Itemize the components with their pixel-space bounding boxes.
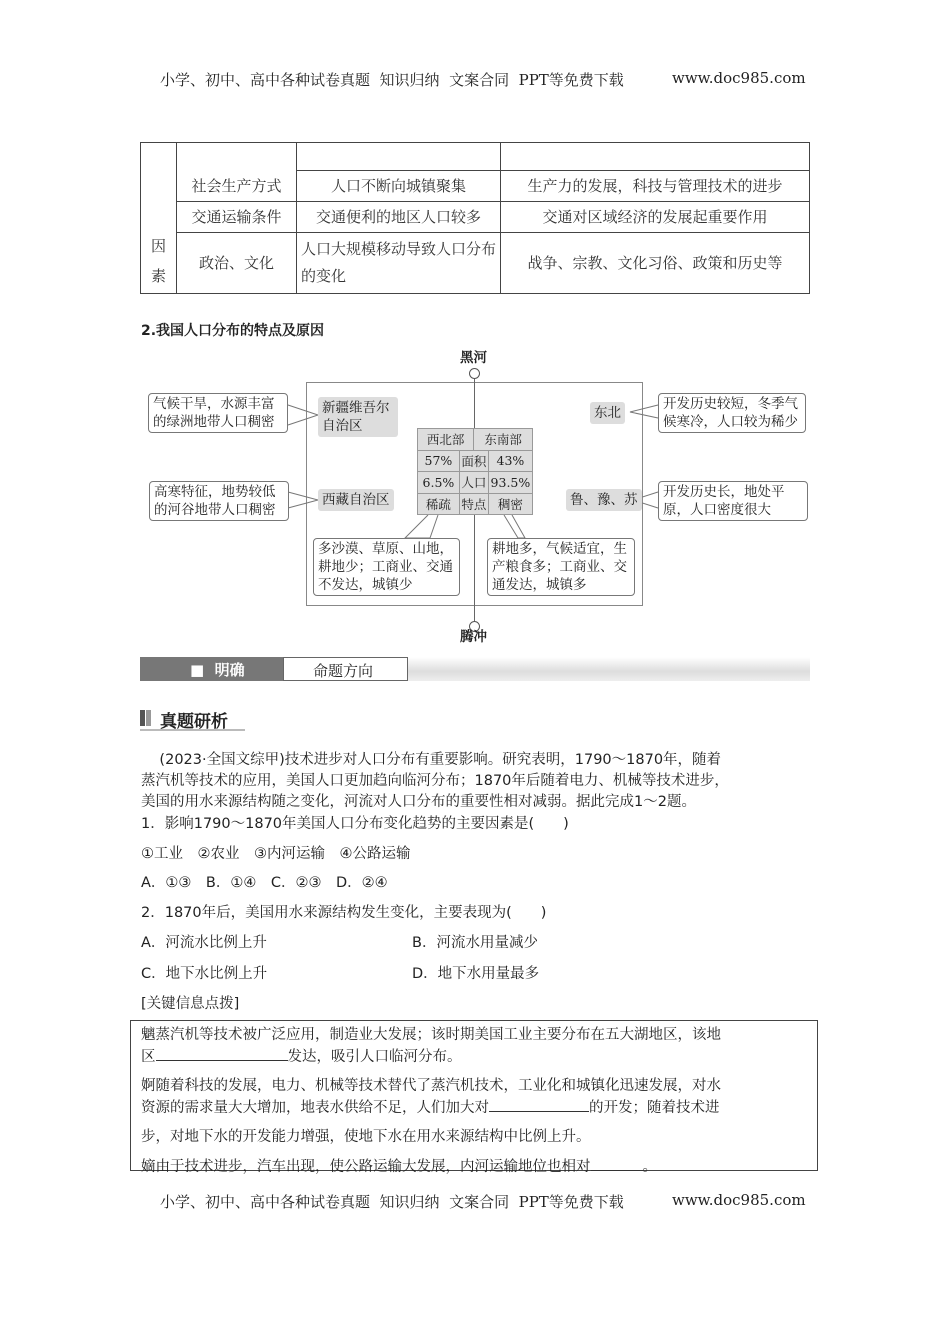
factor-label: 因 素 [141, 143, 177, 294]
footer-text: 小学、初中、高中各种试卷真题 知识归纳 文案合同 PPT等免费下载 [160, 1193, 624, 1211]
cell: 57% [418, 450, 460, 472]
q2-option-d: D．地下水用量最多 [412, 966, 540, 982]
row-effect: 人口不断向城镇聚集 [297, 171, 501, 202]
row-name: 社会生产方式 [177, 143, 297, 202]
head-northwest: 西北部 [418, 429, 474, 451]
key-title: [关键信息点拨] [141, 996, 240, 1012]
q2-option-b: B．河流水用量减少 [412, 935, 538, 951]
cell: 稀疏 [418, 493, 460, 515]
bar-icon [146, 710, 151, 726]
region-tibet: 西藏自治区 [318, 489, 394, 511]
passage-line: 蒸汽机等技术的应用，美国人口更加趋向临河分布；1870年后随着电力、机械等技术进步， [141, 773, 729, 789]
page-footer [160, 1191, 806, 1212]
key-text: 区 [141, 1049, 156, 1065]
header-text: 小学、初中、高中各种试卷真题 知识归纳 文案合同 PPT等免费下载 [160, 71, 624, 89]
footer-site: www.doc985.com [672, 1191, 806, 1209]
key-text: 。 [642, 1159, 657, 1175]
answer-blank[interactable] [489, 1097, 589, 1112]
row-name: 政治、文化 [177, 233, 297, 294]
note-northeast: 开发历史较短，冬季气候寒冷，人口较为稀少 [658, 393, 806, 433]
key-text: 发达，吸引人口临河分布。 [287, 1049, 462, 1065]
key-text: 资源的需求量大大增加，地表水供给不足，人们加大对 [141, 1100, 489, 1116]
cell: 6.5% [418, 472, 460, 494]
region-xinjiang: 新疆维吾尔自治区 [318, 397, 398, 437]
north-label: 黑河 [460, 350, 487, 366]
passage-line: (2023·全国文综甲)技术进步对人口分布有重要影响。研究表明，1790～1870年，随着 [141, 752, 722, 768]
answer-blank[interactable] [156, 1046, 288, 1061]
comparison-table [417, 428, 533, 515]
row-name: 交通运输条件 [177, 202, 297, 233]
note-lu-yu-su: 开发历史长，地处平原，人口密度很大 [658, 481, 808, 521]
region-lu-yu-su: 鲁、豫、苏 [566, 489, 642, 511]
q2-option-a: A．河流水比例上升 [141, 935, 267, 951]
heading-block [140, 707, 245, 731]
tab-active: ■ 明确 [140, 657, 283, 681]
region-northeast: 东北 [590, 402, 625, 424]
heading: 真题研析 [160, 712, 228, 732]
note-tibet: 高寒特征，地势较低的河谷地带人口稠密 [149, 481, 289, 521]
key-text: 的开发；随着技术进 [589, 1100, 720, 1116]
key-info-box [130, 1020, 818, 1175]
q1-items: ①工业 ②农业 ③内河运输 ④公路运输 [141, 846, 411, 862]
cell: 人口 [459, 472, 488, 494]
section-title: 2.我国人口分布的特点及原因 [141, 323, 325, 339]
key-line: 步，对地下水的开发能力增强，使地下水在用水来源结构中比例上升。 [141, 1129, 591, 1145]
key-text: 嫡由于技术进步，汽车出现，使公路运输大发展，内河运输地位也相对 [141, 1159, 591, 1175]
cell: 面积 [459, 450, 488, 472]
q1-stem: 1．影响1790～1870年美国人口分布变化趋势的主要因素是( ) [141, 816, 569, 832]
row-effect: 人口大规模移动导致人口分布的变化 [297, 233, 501, 294]
header-site: www.doc985.com [672, 69, 806, 87]
q1-options: A．①③ B．①④ C．②③ D．②④ [141, 875, 388, 891]
row-reason: 战争、宗教、文化习俗、政策和历史等 [501, 233, 810, 294]
q2-stem: 2．1870年后，美国用水来源结构发生变化，主要表现为( ) [141, 905, 547, 921]
passage-line: 美国的用水来源结构随之变化，河流对人口分布的重要性相对减弱。据此完成1～2题。 [141, 794, 696, 810]
note-southeast: 耕地多，气候适宜，生产粮食多；工商业、交通发达，城镇多 [487, 538, 635, 596]
row-effect: 交通便利的地区人口较多 [297, 202, 501, 233]
answer-blank[interactable] [591, 1156, 643, 1171]
key-line: 魑蒸汽机等技术被广泛应用，制造业大发展；该时期美国工业主要分布在五大湖地区，该地 [141, 1027, 721, 1043]
cell: 稠密 [488, 493, 532, 515]
cell: 93.5% [488, 472, 532, 494]
bar-icon [140, 710, 145, 726]
cell: 特点 [459, 493, 488, 515]
south-label: 腾冲 [460, 629, 487, 645]
key-line: 婀随着科技的发展，电力、机械等技术替代了蒸汽机技术，工业化和城镇化迅速发展，对水 [141, 1078, 721, 1094]
row-reason: 交通对区域经济的发展起重要作用 [501, 202, 810, 233]
tab-label: 命题方向 [283, 657, 408, 681]
cell: 43% [488, 450, 532, 472]
tab-bar [140, 657, 810, 681]
note-xinjiang: 气候干旱，水源丰富的绿洲地带人口稠密 [148, 393, 288, 433]
q2-option-c: C．地下水比例上升 [141, 966, 268, 982]
row-reason: 生产力的发展，科技与管理技术的进步 [501, 171, 810, 202]
head-southeast: 东南部 [474, 429, 533, 451]
note-northwest: 多沙漠、草原、山地，耕地少；工商业、交通不发达，城镇少 [313, 538, 460, 596]
